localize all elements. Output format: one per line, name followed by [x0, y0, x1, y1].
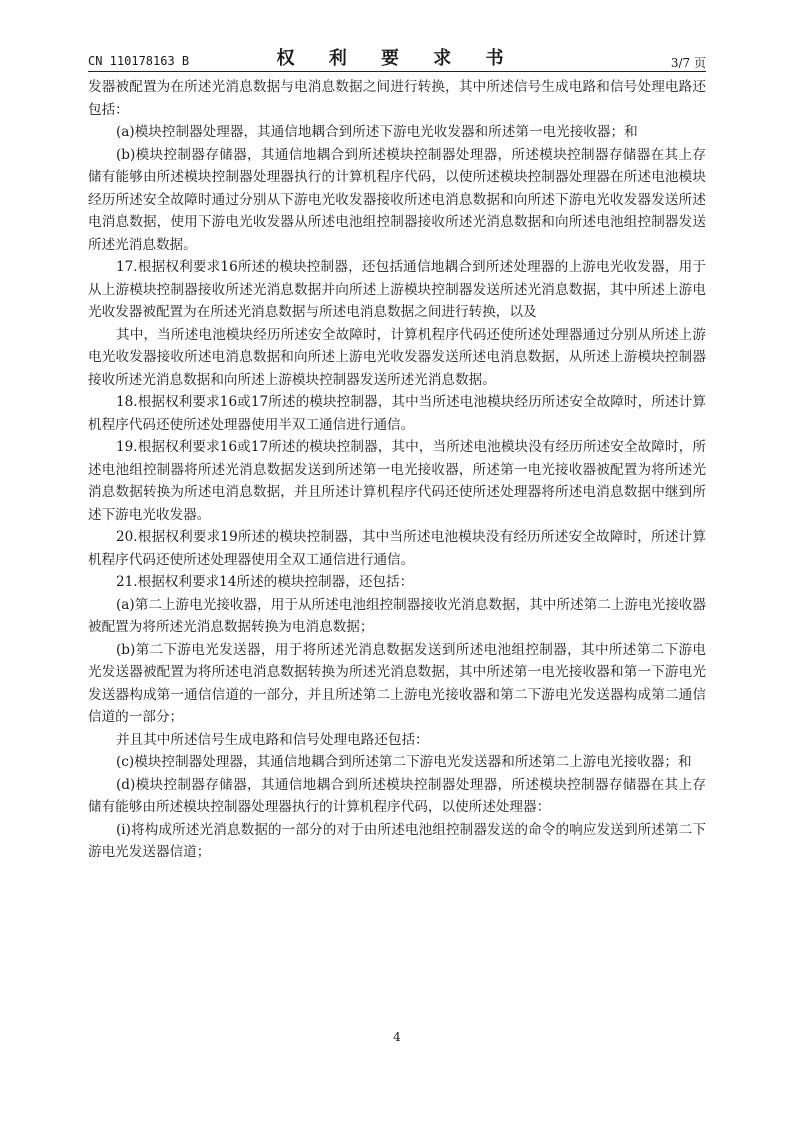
claims-body [88, 76, 706, 864]
paragraph: (i)将构成所述光消息数据的一部分的对于由所述电池组控制器发送的命令的响应发送到所述第二下游电光发送器信道； [88, 821, 706, 860]
paragraph: 发器被配置为在所述光消息数据与电消息数据之间进行转换，其中所述信号生成电路和信号处理电路还包括： [88, 79, 706, 118]
paragraph: (a)模块控制器处理器，其通信地耦合到所述下游电光收发器和所述第一电光接收器；和 [116, 124, 638, 140]
paragraph: (b)模块控制器存储器，其通信地耦合到所述模块控制器处理器，所述模块控制器存储器在其上存储有能够由所述模块控制器处理器执行的计算机程序代码，以使所述模块控制器处理器在所述电池模块经历所述安全故障时通过分别从下游电光收发器接收所述电消息数据和向所述下游电光收发器发送所述电消息数据，使用下游电光收发器从所述电池组控制器接收所述光消息数据和向所述电池组控制器发送所述光消息数据。 [88, 146, 706, 253]
document-title: 权 利 要 求 书 [276, 48, 518, 69]
paragraph: (b)第二下游电光发送器，用于将所述光消息数据发送到所述电池组控制器，其中所述第二下游电光发送器被配置为将所述电消息数据转换为所述光消息数据，其中所述第一电光接收器和第一下游电光发送器构成第一通信信道的一部分，并且所述第二上游电光接收器和第二下游电光发送器构成第二通信信道的一部分； [88, 641, 706, 725]
header-divider [88, 71, 706, 72]
paragraph: 17.根据权利要求16所述的模块控制器，还包括通信地耦合到所述处理器的上游电光收发器，用于从上游模块控制器接收所述光消息数据并向所述上游模块控制器发送所述光消息数据，其中所述上游电光收发器被配置为在所述光消息数据与所述电消息数据之间进行转换，以及 [88, 259, 706, 320]
paragraph: 其中，当所述电池模块经历所述安全故障时，计算机程序代码还使所述处理器通过分别从所述上游电光收发器接收所述电消息数据和向所述上游电光收发器发送所述电消息数据，从所述上游模块控制器接收所述光消息数据和向所述上游模块控制器发送所述光消息数据。 [88, 326, 706, 388]
paragraph: 20.根据权利要求19所述的模块控制器，其中当所述电池模块没有经历所述安全故障时，所述计算机程序代码还使所述处理器使用全双工通信进行通信。 [88, 529, 706, 568]
page-header [88, 44, 706, 72]
page-fraction: 3/7 页 [670, 56, 706, 70]
paragraph: (a)第二上游电光接收器，用于从所述电池组控制器接收光消息数据，其中所述第二上游电光接收器被配置为将所述光消息数据转换为电消息数据； [88, 596, 706, 635]
paragraph: 18.根据权利要求16或17所述的模块控制器，其中当所述电池模块经历所述安全故障时，所述计算机程序代码还使所述处理器使用半双工通信进行通信。 [88, 394, 706, 433]
paragraph: (c)模块控制器处理器，其通信地耦合到所述第二下游电光发送器和所述第二上游电光接收器；和 [116, 754, 692, 770]
paragraph: 19.根据权利要求16或17所述的模块控制器，其中，当所述电池模块没有经历所述安全故障时，所述电池组控制器将所述光消息数据发送到所述第一电光接收器，所述第一电光接收器被配置为将所述光消息数据转换为所述电消息数据，并且所述计算机程序代码还使所述处理器将所述电消息数据中继到所述下游电光收发器。 [88, 439, 706, 523]
paragraph: 并且其中所述信号生成电路和信号处理电路还包括： [116, 731, 429, 748]
publication-number: CN 110178163 B [88, 54, 190, 68]
paragraph: 21.根据权利要求14所述的模块控制器，还包括： [116, 574, 414, 590]
paragraph: (d)模块控制器存储器，其通信地耦合到所述模块控制器处理器，所述模块控制器存储器在其上存储有能够由所述模块控制器处理器执行的计算机程序代码，以使所述处理器： [88, 776, 706, 815]
page-number: 4 [393, 1030, 401, 1044]
